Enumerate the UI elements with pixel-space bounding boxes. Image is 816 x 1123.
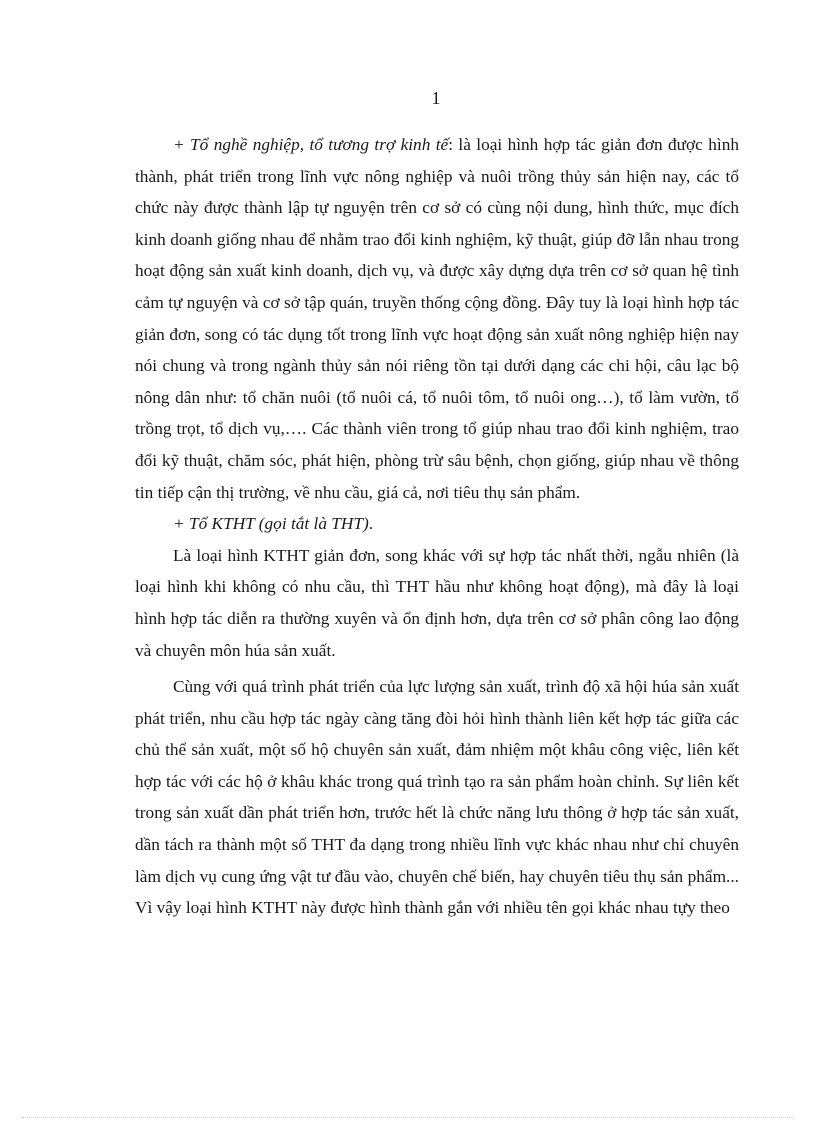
document-body	[135, 129, 739, 924]
page-bottom-divider	[22, 1117, 794, 1118]
paragraph-text: : là loại hình hợp tác giản đơn được hình thành, phát triển trong lĩnh vực nông nghiệp và nuôi trồng thủy sản hiện nay, các tổ chức này được thành lập tự nguyện trên cơ sở có cùng nội dung, hình thức, mục đích kinh doanh giống nhau để nhằm trao đổi kinh nghiệm, kỹ thuật, giúp đỡ lẫn nhau trong hoạt động sản xuất kinh doanh, dịch vụ, và được xây dựng dựa trên cơ sở quan hệ tình cảm tự nguyện và cơ sở tập quán, truyền thống cộng đồng. Đây tuy là loại hình hợp tác giản đơn, song có tác dụng tốt trong lĩnh vực hoạt động sản xuất nông nghiệp hiện nay nói chung và trong ngành thủy sản nói riêng tồn tại dưới dạng các chi hội, câu lạc bộ nông dân như: tổ chăn nuôi (tổ nuôi cá, tổ nuôi tôm, tổ nuôi ong…), tổ làm vườn, tổ trồng trọt, tổ dịch vụ,…. Các thành viên trong tổ giúp nhau trao đổi kinh nghiệm, trao đổi kỹ thuật, chăm sóc, phát hiện, phòng trừ sâu bệnh, chọn giống, giúp nhau về thông tin tiếp cận thị trường, về nhu cầu, giá cả, nơi tiêu thụ sản phẩm.	[135, 135, 739, 502]
paragraph-lead: + Tổ nghề nghiệp, tổ tương trợ kinh tế	[173, 135, 449, 154]
paragraph-to-ktht	[135, 508, 739, 540]
paragraph-lead: + Tổ KTHT (gọi tắt là THT)	[173, 514, 369, 534]
paragraph-text: .	[368, 514, 374, 534]
paragraph-to-nghe-nghiep	[135, 129, 739, 508]
page-number: 1	[431, 88, 441, 108]
paragraph-cung-voi-qua-trinh: Cùng với quá trình phát triển của lực lượng sản xuất, trình độ xã hội húa sản xuất phát triển, nhu cầu hợp tác ngày càng tăng đòi hỏi hình thành liên kết hợp tác giữa các chủ thể sản xuất, một số hộ chuyên sản xuất, đảm nhiệm một khâu công việc, liên kết hợp tác với các hộ ở khâu khác trong quá trình tạo ra sản phẩm hoàn chỉnh. Sự liên kết trong sản xuất dần phát triển hơn, trước hết là chức năng lưu thông ở hợp tác sản xuất, dần tách ra thành một số THT đa dạng trong nhiều lĩnh vực khác nhau như chỉ chuyên làm dịch vụ cung ứng vật tư đầu vào, chuyên chế biến, hay chuyên tiêu thụ sản phẩm... Vì vậy loại hình KTHT này được hình thành gắn với nhiều tên gọi khác nhau tựy theo	[135, 677, 739, 918]
paragraph-loai-hinh-ktht: Là loại hình KTHT giản đơn, song khác với sự hợp tác nhất thời, ngẫu nhiên (là loại hình khi không có nhu cầu, thì THT hầu như không hoạt động), mà đây là loại hình hợp tác diễn ra thường xuyên và ổn định hơn, dựa trên cơ sở phân công lao động và chuyên môn húa sản xuất.	[135, 545, 739, 660]
